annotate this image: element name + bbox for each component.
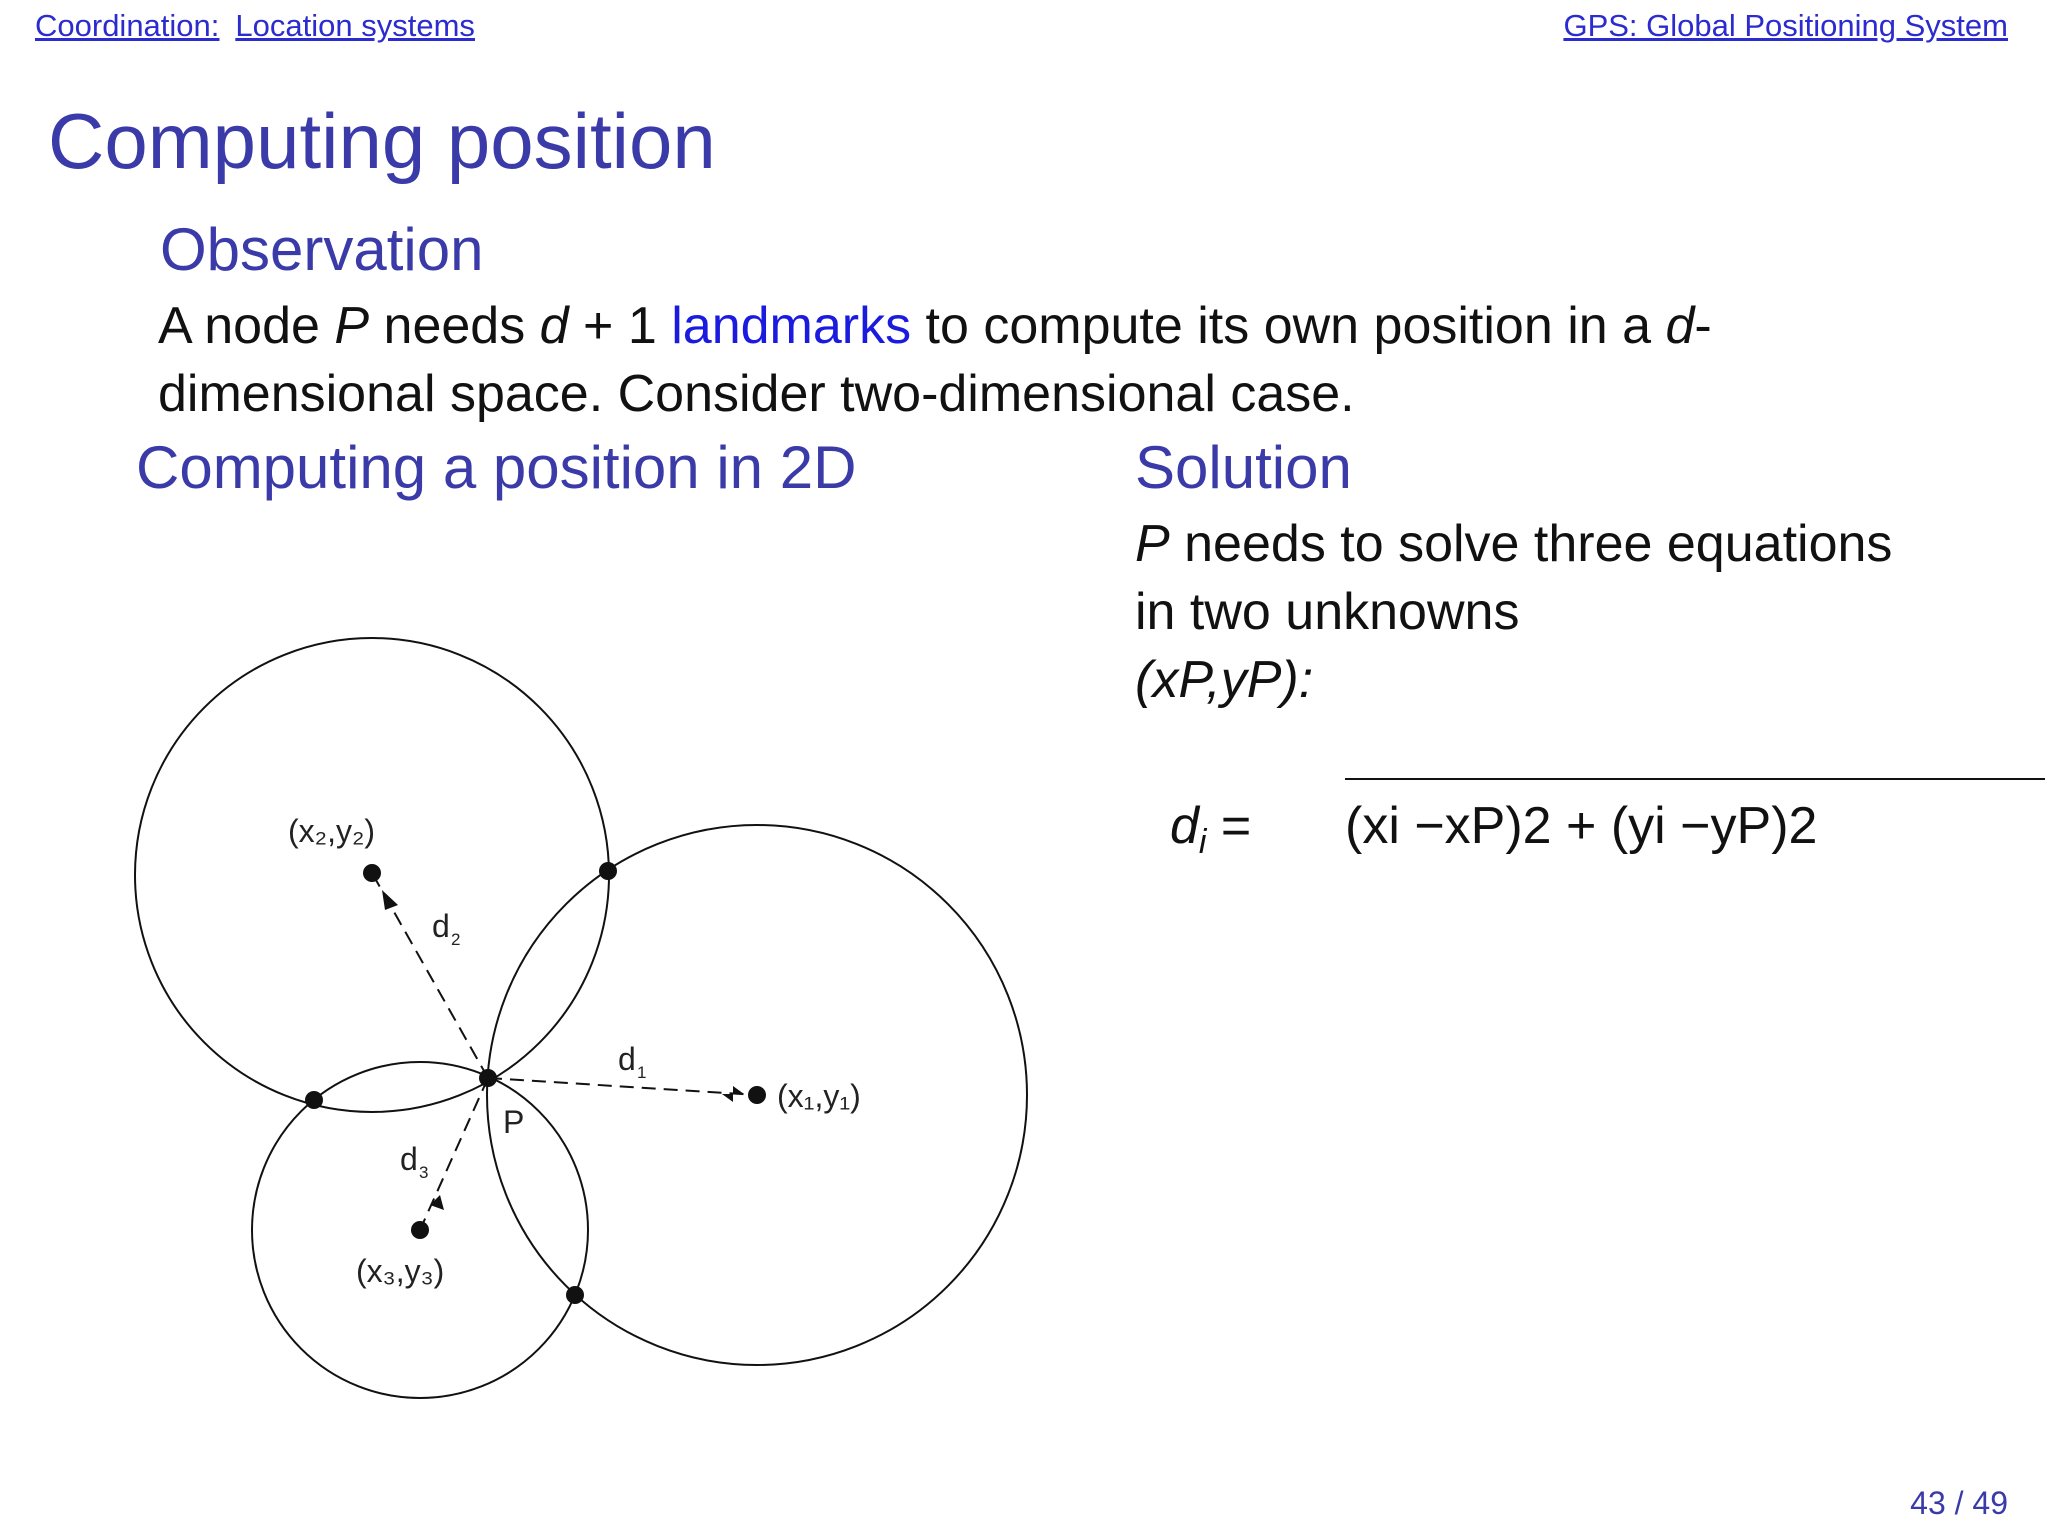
sol-unknowns: (xP,yP): [1135, 651, 1314, 709]
point-landmark-1 [748, 1086, 766, 1104]
slide-title: Computing position [48, 97, 716, 185]
point-landmark-3 [411, 1221, 429, 1239]
intersection-12 [599, 862, 617, 880]
distance-line-d3 [420, 1078, 488, 1230]
obs-part2: needs [369, 297, 540, 355]
sol-part1: needs to solve three equations in two unknowns [1135, 515, 1893, 641]
observation-heading: Observation [160, 216, 484, 283]
arrowhead-d2 [382, 890, 398, 910]
distance-line-d1 [488, 1078, 757, 1095]
obs-var-p: P [334, 297, 370, 355]
label-landmark-3: (x₃,y₃) [356, 1253, 445, 1289]
nav-subsection-link[interactable]: Location systems [235, 8, 475, 43]
obs-part1: A node [158, 297, 335, 355]
obs-var-d2: d [1665, 297, 1695, 355]
diagram-heading: Computing a position in 2D [136, 434, 857, 501]
nav-topic-link[interactable]: GPS: Global Positioning System [1563, 8, 2008, 43]
obs-part5: -dimensional space. Consider two-dimensional case. [158, 297, 1712, 423]
label-d2-sub: 2 [451, 930, 461, 949]
label-d2 [432, 908, 460, 949]
solution-heading: Solution [1135, 434, 1352, 501]
point-landmark-2 [363, 864, 381, 882]
formula-lhs-sub: i [1198, 823, 1207, 861]
label-d2-main: d [432, 908, 450, 944]
intersection-23 [305, 1091, 323, 1109]
formula-rhs: (xi −xP)2 + (yi −yP)2 [1345, 797, 1818, 855]
page-number: 43 / 49 [1910, 1485, 2008, 1521]
formula-lhs-var: d [1170, 797, 1199, 855]
label-d3-sub: 3 [419, 1163, 429, 1182]
obs-var-d: d [539, 297, 569, 355]
obs-part3: + 1 [568, 297, 672, 355]
intersection-13 [566, 1286, 584, 1304]
label-d3-main: d [400, 1141, 418, 1177]
label-landmark-2: (x₂,y₂) [288, 813, 376, 849]
point-p [479, 1069, 497, 1087]
landmarks-term: landmarks [671, 297, 912, 355]
arrowhead-d1 [722, 1086, 744, 1102]
label-landmark-1: (x₁,y₁) [777, 1078, 861, 1114]
label-d1-main: d [618, 1041, 636, 1077]
obs-part4: to compute its own position in a [911, 297, 1666, 355]
sol-var-p: P [1135, 515, 1170, 573]
label-d1 [618, 1041, 646, 1082]
formula-equals: = [1206, 797, 1252, 855]
label-p: P [503, 1104, 525, 1140]
label-d3 [400, 1141, 428, 1182]
label-d1-sub: 1 [637, 1063, 647, 1082]
nav-section-link[interactable]: Coordination: [35, 8, 220, 43]
